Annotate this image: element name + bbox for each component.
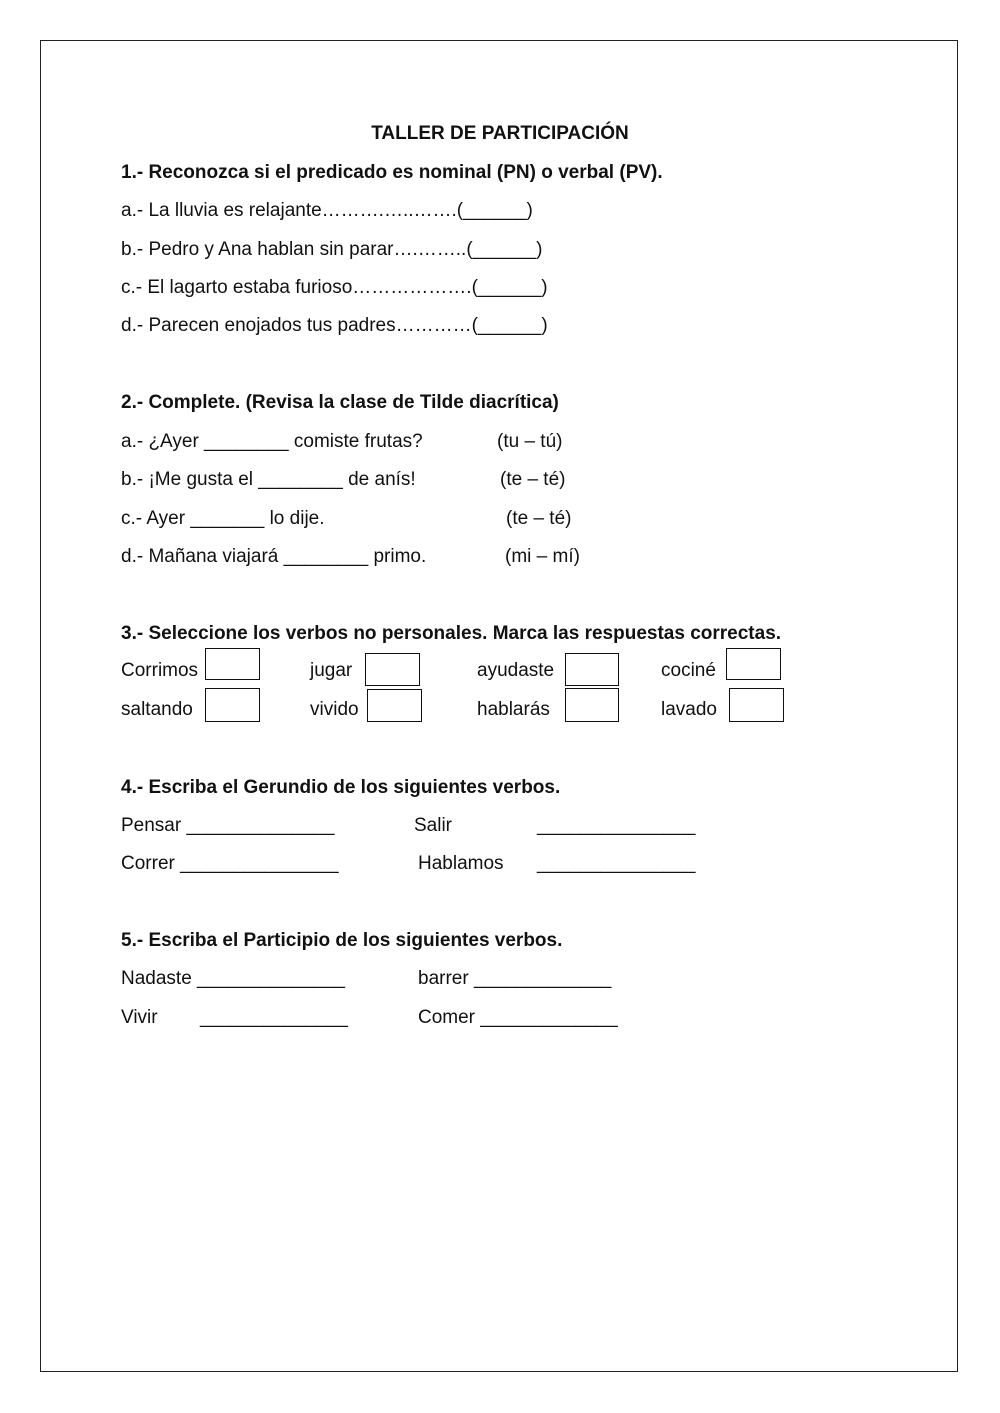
section2-item-b: b.- ¡Me gusta el ________ de anís! (121, 469, 416, 490)
gerund-hablamos-label: Hablamos (418, 853, 504, 874)
participle-vivir-label: Vivir (121, 1007, 158, 1028)
word-corrimos: Corrimos (121, 660, 199, 681)
section2-item-c: c.- Ayer _______ lo dije. (121, 508, 325, 529)
section3-heading: 3.- Seleccione los verbos no personales. Marca las respuestas correctas. (121, 623, 782, 644)
word-cocine: cociné (661, 660, 716, 681)
section2-item-a: a.- ¿Ayer ________ comiste frutas? (121, 431, 423, 452)
section1-item-c: c.- El lagarto estaba furioso……………….(______) (121, 277, 548, 298)
word-ayudaste: ayudaste (477, 660, 555, 681)
section1-heading: 1.- Reconozca si el predicado es nominal (PN) o verbal (PV). (121, 162, 663, 183)
participle-vivir-blank: ______________ (200, 1007, 348, 1028)
section2-options-c: (te – té) (506, 508, 572, 529)
section1-item-a: a.- La lluvia es relajante……….…..…….(______) (121, 200, 533, 221)
checkbox-cocine[interactable] (726, 648, 781, 680)
section2-heading: 2.- Complete. (Revisa la clase de Tilde diacrítica) (121, 392, 559, 413)
word-lavado: lavado (661, 699, 717, 720)
checkbox-vivido[interactable] (367, 689, 422, 722)
participle-barrer: barrer _____________ (418, 968, 612, 989)
checkbox-ayudaste[interactable] (565, 653, 619, 686)
section1-item-b: b.- Pedro y Ana hablan sin parar….……..(______) (121, 239, 543, 260)
section2-options-d: (mi – mí) (505, 546, 580, 567)
checkbox-corrimos[interactable] (205, 648, 260, 680)
gerund-salir-blank: _______________ (537, 815, 696, 836)
checkbox-lavado[interactable] (729, 688, 784, 722)
gerund-hablamos-blank: _______________ (537, 853, 696, 874)
section2-options-b: (te – té) (500, 469, 566, 490)
section1-item-d: d.- Parecen enojados tus padres…………(______) (121, 315, 548, 336)
section2-item-d: d.- Mañana viajará ________ primo. (121, 546, 427, 567)
word-vivido: vivido (310, 699, 359, 720)
page-title: TALLER DE PARTICIPACIÓN (371, 123, 629, 144)
section5-heading: 5.- Escriba el Participio de los siguientes verbos. (121, 930, 563, 951)
participle-nadaste: Nadaste ______________ (121, 968, 345, 989)
checkbox-jugar[interactable] (365, 653, 420, 686)
checkbox-hablaras[interactable] (565, 688, 619, 722)
gerund-pensar: Pensar ______________ (121, 815, 335, 836)
section2-options-a: (tu – tú) (497, 431, 563, 452)
checkbox-saltando[interactable] (205, 688, 260, 722)
gerund-correr: Correr _______________ (121, 853, 339, 874)
word-hablaras: hablarás (477, 699, 550, 720)
section4-heading: 4.- Escriba el Gerundio de los siguientes verbos. (121, 777, 561, 798)
gerund-salir-label: Salir (414, 815, 453, 836)
word-saltando: saltando (121, 699, 193, 720)
participle-comer: Comer _____________ (418, 1007, 618, 1028)
word-jugar: jugar (310, 660, 353, 681)
